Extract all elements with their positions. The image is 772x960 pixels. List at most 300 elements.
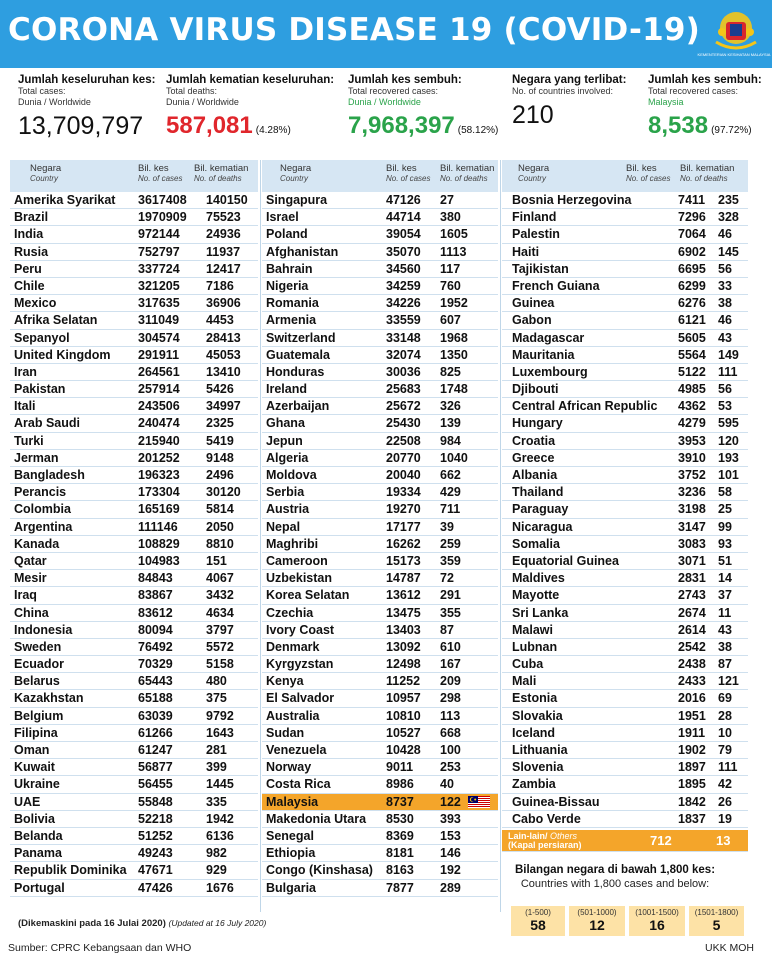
case-count: 243506 — [138, 399, 180, 414]
case-count: 56455 — [138, 777, 173, 792]
table-row — [262, 192, 498, 209]
table-row — [262, 759, 498, 776]
country-name: Poland — [266, 227, 308, 242]
death-count: 4634 — [206, 605, 234, 620]
case-count: 6902 — [678, 244, 706, 259]
table-row — [502, 656, 748, 673]
death-count: 11 — [718, 605, 732, 620]
table-row — [10, 862, 258, 879]
table-row — [10, 656, 258, 673]
stat-percent: (58.12%) — [457, 125, 499, 136]
case-count: 3083 — [678, 536, 706, 551]
death-count: 43 — [718, 330, 732, 345]
case-count: 2016 — [678, 691, 706, 706]
death-count: 326 — [440, 399, 461, 414]
death-count: 56 — [718, 382, 732, 397]
country-name: Ireland — [266, 382, 307, 397]
table-row — [10, 330, 258, 347]
table-row — [10, 244, 258, 261]
country-name: Qatar — [14, 553, 47, 568]
case-count: 16262 — [386, 536, 421, 551]
case-count: 3147 — [678, 519, 706, 534]
table-row — [10, 501, 258, 518]
table-row — [10, 278, 258, 295]
header-cases: Bil. kes No. of cases — [138, 163, 183, 183]
country-name: Turki — [14, 433, 44, 448]
death-count: 24936 — [206, 227, 241, 242]
death-count: 380 — [440, 210, 461, 225]
stat-label: Jumlah keseluruhan kes: — [18, 74, 156, 86]
below-threshold-subtitle: Countries with 1,800 cases and below: — [520, 878, 710, 890]
death-count: 30120 — [206, 485, 241, 500]
case-count: 3071 — [678, 553, 706, 568]
case-count: 972144 — [138, 227, 180, 242]
country-name: Maghribi — [266, 536, 319, 551]
death-count: 40 — [440, 777, 454, 792]
table-row — [502, 742, 748, 759]
country-name: Serbia — [266, 485, 305, 500]
case-count: 17177 — [386, 519, 421, 534]
case-count: 25672 — [386, 399, 421, 414]
case-count: 13403 — [386, 622, 421, 637]
country-name: Venezuela — [266, 743, 327, 757]
table-row — [502, 794, 748, 811]
death-count: 1952 — [440, 296, 468, 311]
table-row — [262, 209, 498, 226]
country-name: Luxembourg — [512, 364, 588, 379]
death-count: 111 — [718, 760, 738, 775]
country-name: French Guiana — [512, 278, 600, 293]
table-row — [10, 828, 258, 845]
table-row — [502, 519, 748, 536]
bin-range: (501-1000) — [577, 908, 617, 917]
table-row — [262, 622, 498, 639]
case-count: 51252 — [138, 828, 173, 843]
table-row — [10, 467, 258, 484]
below-threshold-panel — [492, 864, 738, 890]
table-row — [502, 347, 748, 364]
country-name: Norway — [266, 760, 312, 775]
table-row — [502, 209, 748, 226]
death-count: 1445 — [206, 777, 234, 792]
case-count: 49243 — [138, 846, 173, 861]
table-row — [502, 433, 748, 450]
death-count: 4067 — [206, 571, 234, 586]
others-note: (Kapal persiaran) — [508, 839, 582, 850]
case-count: 104983 — [138, 553, 180, 568]
table-header — [502, 160, 748, 192]
country-name: Albania — [512, 468, 558, 482]
country-name: Sepanyol — [14, 330, 70, 345]
case-count: 14787 — [386, 571, 421, 586]
country-name: Afghanistan — [266, 244, 339, 259]
case-count: 83867 — [138, 588, 173, 603]
death-count: 37 — [718, 588, 732, 603]
death-count: 25 — [718, 502, 732, 517]
case-count: 61266 — [138, 725, 173, 740]
stat-percent: (97.72%) — [711, 125, 752, 136]
bin-item — [569, 906, 625, 936]
case-count: 317635 — [138, 296, 180, 311]
case-count: 196323 — [138, 468, 180, 482]
case-count: 9011 — [386, 760, 414, 775]
death-count: 43 — [718, 622, 732, 637]
stat-value: 13,709,797 — [18, 112, 144, 140]
table-row — [262, 312, 498, 329]
case-count: 11252 — [386, 674, 421, 689]
country-name: Kuwait — [14, 760, 55, 775]
case-count: 1970909 — [138, 210, 187, 225]
death-count: 355 — [440, 605, 461, 620]
table-row — [10, 570, 258, 587]
country-name: India — [14, 227, 44, 242]
country-name: Argentina — [14, 519, 73, 534]
table-row — [262, 278, 498, 295]
death-count: 5572 — [206, 639, 234, 654]
table-row — [502, 690, 748, 707]
stat-recovered-world — [348, 74, 498, 140]
death-count: 99 — [718, 519, 732, 534]
death-count: 14 — [718, 571, 732, 586]
country-name: Nicaragua — [512, 519, 573, 534]
table-row — [502, 192, 748, 209]
table-row — [10, 226, 258, 243]
country-name: Ghana — [266, 416, 305, 431]
death-count: 668 — [440, 725, 461, 740]
death-count: 42 — [718, 777, 732, 792]
country-name: Iraq — [14, 588, 37, 603]
table-row — [502, 244, 748, 261]
table-row — [262, 553, 498, 570]
death-count: 149 — [718, 347, 739, 362]
case-count: 13092 — [386, 639, 421, 654]
stat-label: Jumlah kes sembuh: — [348, 74, 462, 86]
case-count: 61247 — [138, 743, 173, 757]
case-count: 33148 — [386, 330, 421, 345]
header-country: Negara Country — [280, 163, 312, 183]
country-name: Oman — [14, 743, 50, 757]
bin-range: (1501-1800) — [694, 908, 739, 917]
country-name: Malaysia — [266, 794, 319, 809]
case-count: 47126 — [386, 193, 421, 207]
death-count: 6136 — [206, 828, 234, 843]
table-row — [262, 880, 498, 897]
case-count: 39054 — [386, 227, 421, 242]
case-count: 2743 — [678, 588, 706, 603]
case-count: 3617408 — [138, 193, 187, 207]
death-count: 75523 — [206, 210, 241, 225]
others-label — [508, 832, 582, 850]
case-count: 83612 — [138, 605, 173, 620]
case-count: 1902 — [678, 743, 706, 757]
table-row — [10, 811, 258, 828]
country-name: Itali — [14, 399, 36, 414]
table-row — [502, 553, 748, 570]
header-deaths: Bil. kematian No. of deaths — [194, 163, 249, 183]
country-name: Portugal — [14, 880, 65, 895]
death-count: 711 — [440, 502, 461, 517]
country-name: Kazakhstan — [14, 691, 84, 706]
table-row — [262, 536, 498, 553]
case-count: 1895 — [678, 777, 706, 792]
stat-total-deaths — [166, 74, 334, 140]
case-count: 33559 — [386, 313, 421, 328]
below-threshold-title: Bilangan negara di bawah 1,800 kes: — [514, 864, 716, 876]
death-count: 298 — [440, 691, 461, 706]
table-row — [502, 398, 748, 415]
case-count: 7296 — [678, 210, 706, 225]
case-count: 291911 — [138, 347, 180, 362]
header-subtitle-en: No. of cases — [386, 174, 431, 183]
country-name: Uzbekistan — [266, 571, 332, 586]
stat-percent: (4.28%) — [255, 125, 291, 136]
country-name: Singapura — [266, 193, 328, 207]
stat-sub: Total deaths: — [166, 86, 218, 96]
bin-item — [689, 906, 744, 936]
death-count: 151 — [206, 553, 227, 568]
case-count: 3953 — [678, 433, 706, 448]
death-count: 3432 — [206, 588, 234, 603]
death-count: 36906 — [206, 296, 241, 311]
table-row — [262, 828, 498, 845]
case-count: 8737 — [386, 794, 414, 809]
header-cases: Bil. kes No. of cases — [386, 163, 431, 183]
table-row — [10, 450, 258, 467]
death-count: 3797 — [206, 622, 234, 637]
table-row — [262, 364, 498, 381]
case-count: 70329 — [138, 657, 173, 672]
table-row — [502, 725, 748, 742]
death-count: 607 — [440, 313, 461, 328]
header-subtitle-en: No. of deaths — [680, 174, 728, 183]
case-count: 4985 — [678, 382, 706, 397]
country-name: Hungary — [512, 416, 563, 431]
country-name: Czechia — [266, 605, 314, 620]
table-column-1 — [10, 160, 258, 910]
table-row — [262, 244, 498, 261]
country-name: Makedonia Utara — [266, 811, 367, 826]
death-count: 33 — [718, 278, 732, 293]
case-count: 5605 — [678, 330, 706, 345]
country-name: Denmark — [266, 639, 320, 654]
country-name: Israel — [266, 210, 299, 225]
table-row — [10, 794, 258, 811]
country-name: Switzerland — [266, 330, 336, 345]
stat-value: 8,538 (97.72%) — [648, 112, 752, 139]
table-row — [262, 295, 498, 312]
case-count: 47671 — [138, 863, 173, 878]
death-count: 121 — [718, 674, 739, 689]
table-row — [262, 501, 498, 518]
death-count: 2050 — [206, 519, 234, 534]
death-count: 145 — [718, 244, 739, 259]
table-row — [502, 639, 748, 656]
stat-sub2: Malaysia — [648, 97, 684, 107]
death-count: 1748 — [440, 382, 468, 397]
country-name: Zambia — [512, 777, 556, 792]
table-row — [262, 587, 498, 604]
death-count: 4453 — [206, 313, 234, 328]
case-count: 173304 — [138, 485, 180, 500]
case-count: 6121 — [678, 313, 706, 328]
case-count: 2433 — [678, 674, 706, 689]
country-name: Ethiopia — [266, 846, 316, 861]
updated-date-ms: (Dikemaskini pada 16 Julai 2020) — [18, 918, 166, 929]
table-row — [262, 725, 498, 742]
stat-sub: Total cases: — [18, 86, 66, 96]
table-row — [262, 450, 498, 467]
table-row — [10, 725, 258, 742]
case-count: 55848 — [138, 794, 173, 809]
table-row — [10, 622, 258, 639]
case-count: 1837 — [678, 811, 706, 826]
table-row — [262, 673, 498, 690]
stat-sub: Total recovered cases: — [348, 86, 439, 96]
table-row — [262, 794, 498, 811]
header-cases: Bil. kes No. of cases — [626, 163, 671, 183]
country-name: Belanda — [14, 828, 63, 843]
country-name: UAE — [14, 794, 41, 809]
case-count: 20040 — [386, 468, 421, 482]
death-count: 51 — [718, 553, 732, 568]
case-count: 13612 — [386, 588, 421, 603]
death-count: 662 — [440, 468, 461, 482]
country-name: Colombia — [14, 502, 71, 517]
case-count: 4279 — [678, 416, 706, 431]
case-count: 240474 — [138, 416, 180, 431]
death-count: 58 — [718, 485, 732, 500]
death-count: 984 — [440, 433, 461, 448]
country-name: Mauritania — [512, 347, 575, 362]
death-count: 281 — [206, 743, 227, 757]
case-count: 1951 — [678, 708, 706, 723]
country-name: Lubnan — [512, 639, 558, 654]
bin-count: 12 — [589, 917, 605, 933]
header-country: Negara Country — [518, 163, 550, 183]
country-name: Tajikistan — [512, 261, 569, 276]
country-name: Slovakia — [512, 708, 563, 723]
death-count: 1040 — [440, 450, 468, 465]
table-row — [502, 587, 748, 604]
death-count: 101 — [718, 468, 739, 482]
death-count: 2325 — [206, 416, 234, 431]
death-count: 1643 — [206, 725, 234, 740]
country-name: Senegal — [266, 828, 314, 843]
table-row — [502, 622, 748, 639]
death-count: 5419 — [206, 433, 234, 448]
stat-sub: No. of countries involved: — [512, 86, 614, 96]
others-label-en: Others — [550, 830, 578, 841]
stat-label: Negara yang terlibat: — [512, 74, 627, 86]
death-count: 235 — [718, 193, 739, 207]
table-row — [10, 759, 258, 776]
country-name: Armenia — [266, 313, 317, 328]
bin-count: 58 — [530, 917, 546, 933]
case-count: 8986 — [386, 777, 414, 792]
table-row — [502, 501, 748, 518]
case-count: 65443 — [138, 674, 173, 689]
table-row — [262, 519, 498, 536]
case-count: 7877 — [386, 880, 414, 895]
header-banner — [0, 0, 772, 68]
death-count: 11937 — [206, 244, 241, 259]
case-count: 1911 — [678, 725, 706, 740]
table-row — [502, 673, 748, 690]
death-count: 1968 — [440, 330, 468, 345]
case-count: 76492 — [138, 639, 173, 654]
case-count: 52218 — [138, 811, 173, 826]
death-count: 1676 — [206, 880, 234, 895]
header-subtitle-en: No. of cases — [138, 174, 183, 183]
stat-label: Jumlah kes sembuh: — [648, 74, 762, 86]
death-count: 140150 — [206, 193, 248, 207]
header-deaths: Bil. kematian No. of deaths — [440, 163, 495, 183]
case-count: 30036 — [386, 364, 421, 379]
case-count: 321205 — [138, 278, 180, 293]
case-count: 8369 — [386, 828, 414, 843]
country-name: Slovenia — [512, 760, 564, 775]
table-row — [262, 347, 498, 364]
country-name: Panama — [14, 846, 62, 861]
table-row — [262, 862, 498, 879]
table-row — [502, 708, 748, 725]
country-name: Lithuania — [512, 743, 568, 757]
table-row — [10, 639, 258, 656]
country-name: Haiti — [512, 244, 540, 259]
table-row — [10, 776, 258, 793]
header-deaths: Bil. kematian No. of deaths — [680, 163, 735, 183]
death-count: 929 — [206, 863, 227, 878]
death-count: 113 — [440, 708, 461, 723]
others-cases: 712 — [650, 832, 672, 848]
table-row — [10, 553, 258, 570]
country-name: Mexico — [14, 296, 57, 311]
country-name: Equatorial Guinea — [512, 553, 619, 568]
country-name: Nigeria — [266, 278, 309, 293]
stat-value: 7,968,397 (58.12%) — [348, 112, 499, 139]
death-count: 13410 — [206, 364, 241, 379]
case-count: 56877 — [138, 760, 173, 775]
case-count: 1842 — [678, 794, 706, 809]
table-row — [502, 776, 748, 793]
death-count: 122 — [440, 794, 461, 809]
table-row — [502, 450, 748, 467]
table-row — [502, 381, 748, 398]
table-row — [502, 605, 748, 622]
table-row — [262, 811, 498, 828]
death-count: 328 — [718, 210, 739, 225]
country-name: Indonesia — [14, 622, 73, 637]
death-count: 56 — [718, 261, 732, 276]
case-count: 20770 — [386, 450, 421, 465]
death-count: 5426 — [206, 382, 234, 397]
death-count: 291 — [440, 588, 461, 603]
death-count: 209 — [440, 674, 461, 689]
stat-sub2: Dunia / Worldwide — [166, 97, 239, 107]
case-count: 35070 — [386, 244, 421, 259]
table-row — [502, 295, 748, 312]
death-count: 335 — [206, 794, 227, 809]
death-count: 38 — [718, 639, 732, 654]
table-row — [10, 364, 258, 381]
country-name: Bosnia Herzegovina — [512, 193, 632, 207]
death-count: 10 — [718, 725, 732, 740]
table-row — [262, 484, 498, 501]
table-row — [10, 347, 258, 364]
death-count: 1942 — [206, 811, 234, 826]
stat-label: Jumlah kematian keseluruhan: — [166, 74, 335, 86]
header-country: Negara Country — [30, 163, 62, 183]
